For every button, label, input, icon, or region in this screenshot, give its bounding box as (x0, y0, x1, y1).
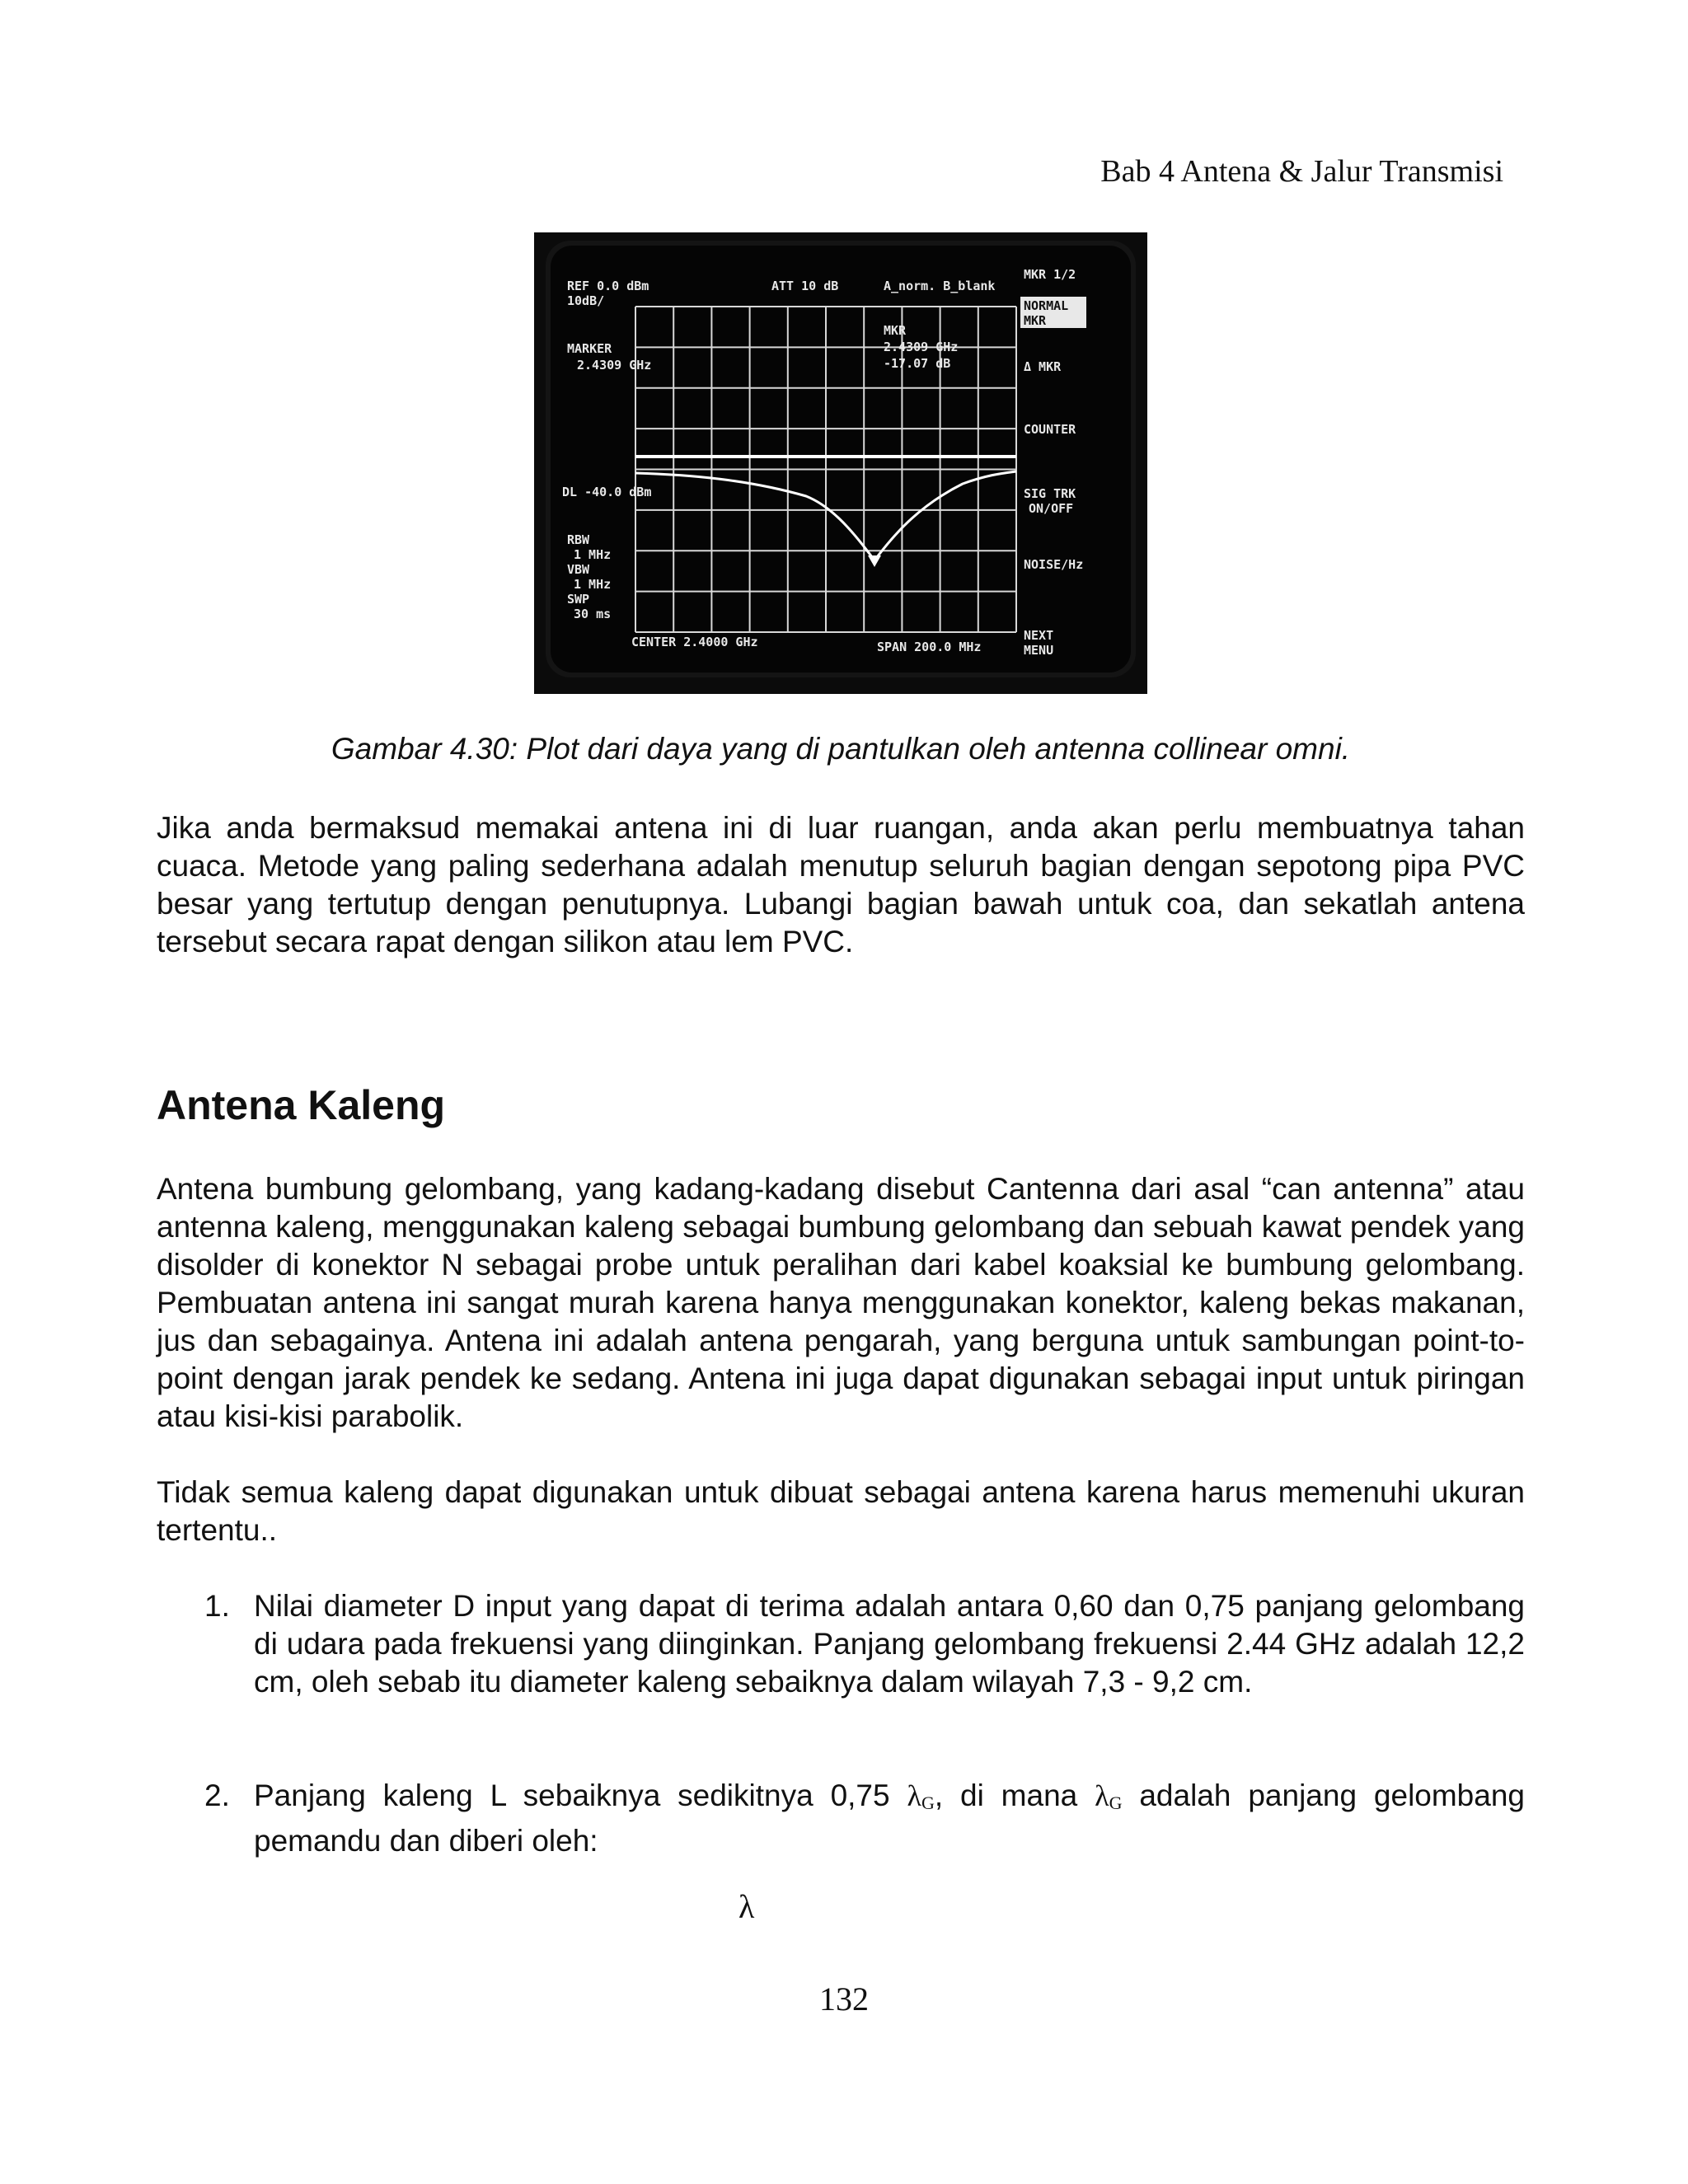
vbw-value: 1 MHz (574, 577, 612, 592)
lambda-g-symbol: λG (907, 1779, 935, 1813)
analyzer-screen (534, 232, 1147, 694)
swp-label: SWP (567, 592, 590, 607)
sig-trk-softkey: SIG TRK (1024, 486, 1076, 501)
next-softkey: NEXT (1024, 628, 1054, 643)
attenuation: ATT 10 dB (771, 279, 839, 293)
list-number: 2. (204, 1779, 230, 1812)
list-number: 1. (204, 1589, 230, 1623)
rbw-label: RBW (567, 532, 590, 547)
text-part: Panjang kaleng L sebaiknya sedikitnya 0,75 (254, 1779, 907, 1812)
text-part: adalah panjang gelombang pemandu dan diberi oleh: (254, 1779, 1525, 1858)
menu-softkey: MENU (1024, 643, 1054, 658)
sig-trk-state: ON/OFF (1029, 501, 1074, 516)
text-part: , di mana (934, 1779, 1095, 1812)
delta-mkr-softkey: Δ MKR (1024, 359, 1062, 374)
trace-mode: A_norm. B_blank (884, 279, 996, 293)
rbw-value: 1 MHz (574, 547, 612, 562)
list-item-1 (157, 1587, 1525, 1701)
page-number: 132 (819, 1980, 869, 2018)
ref-level: REF 0.0 dBm (567, 279, 649, 293)
counter-softkey: COUNTER (1024, 422, 1076, 437)
paragraph-can-size: Tidak semua kaleng dapat digunakan untuk dibuat sebagai antena karena harus memenuhi ukuran tertentu.. (157, 1475, 1525, 1547)
noise-softkey: NOISE/Hz (1024, 557, 1084, 572)
section-heading: Antena Kaleng (157, 1082, 446, 1128)
vbw-label: VBW (567, 562, 590, 577)
list-item-text (254, 1777, 1525, 1860)
span: SPAN 200.0 MHz (877, 640, 982, 654)
marker-label: MARKER (567, 341, 612, 356)
paragraph-cantenna-intro: Antena bumbung gelombang, yang kadang-kadang disebut Cantenna dari asal “can antenna” atau antenna kaleng, menggunakan kaleng sebagai bumbung gelombang dan sebuah kawat pendek yang disolder di konektor N sebagai probe untuk peralihan dari kabel koaksial ke bumbung gelombang. Pembuatan antena ini sangat murah karena hanya menggunakan konektor, kaleng bekas makanan, jus dan sebagainya. Antena ini adalah antena pengarah, yang berguna untuk sambungan point-to-point dengan jarak pendek ke sedang. Antena ini juga dapat digunakan sebagai input untuk piringan atau kisi-kisi parabolik. (157, 1172, 1525, 1433)
spectrum-analyzer-photo (534, 232, 1147, 694)
mkr-menu: MKR 1/2 (1024, 267, 1076, 282)
paragraph-weatherproofing: Jika anda bermaksud memakai antena ini di luar ruangan, anda akan perlu membuatnya tahan cuaca. Metode yang paling sederhana adalah menutup seluruh bagian dengan sepotong pipa PVC besar yang tertutup dengan penutupnya. Lubangi bagian bawah untuk coa, dan sekatlah antena tersebut secara rapat dengan silikon atau lem PVC. (157, 811, 1525, 958)
marker-value: 2.4309 GHz (577, 358, 652, 373)
formula-lambda: λ (738, 1888, 755, 1925)
mkr-frequency: 2.4309 GHz (884, 340, 959, 354)
display-line: DL -40.0 dBm (562, 485, 652, 499)
list-item-text: Nilai diameter D input yang dapat di terima adalah antara 0,60 dan 0,75 panjang gelombang di udara pada frekuensi yang diinginkan. Panjang gelombang frekuensi 2.44 GHz adalah 12,2 cm, oleh sebab itu diameter kaleng sebaiknya dalam wilayah 7,3 - 9,2 cm. (254, 1589, 1525, 1699)
mkr-level: -17.07 dB (884, 356, 951, 371)
center-frequency: CENTER 2.4000 GHz (631, 635, 758, 649)
swp-value: 30 ms (574, 607, 612, 621)
normal-softkey: NORMAL (1024, 298, 1069, 313)
normal-softkey-sub: MKR (1024, 313, 1047, 328)
mkr-label: MKR (884, 323, 907, 338)
scale: 10dB/ (567, 293, 605, 308)
running-header: Bab 4 Antena & Jalur Transmisi (1100, 154, 1503, 189)
lambda-g-symbol: λG (1095, 1779, 1123, 1813)
list-item-2 (157, 1777, 1525, 1860)
figure-caption: Gambar 4.30: Plot dari daya yang di pantulkan oleh antenna collinear omni. (331, 732, 1351, 766)
